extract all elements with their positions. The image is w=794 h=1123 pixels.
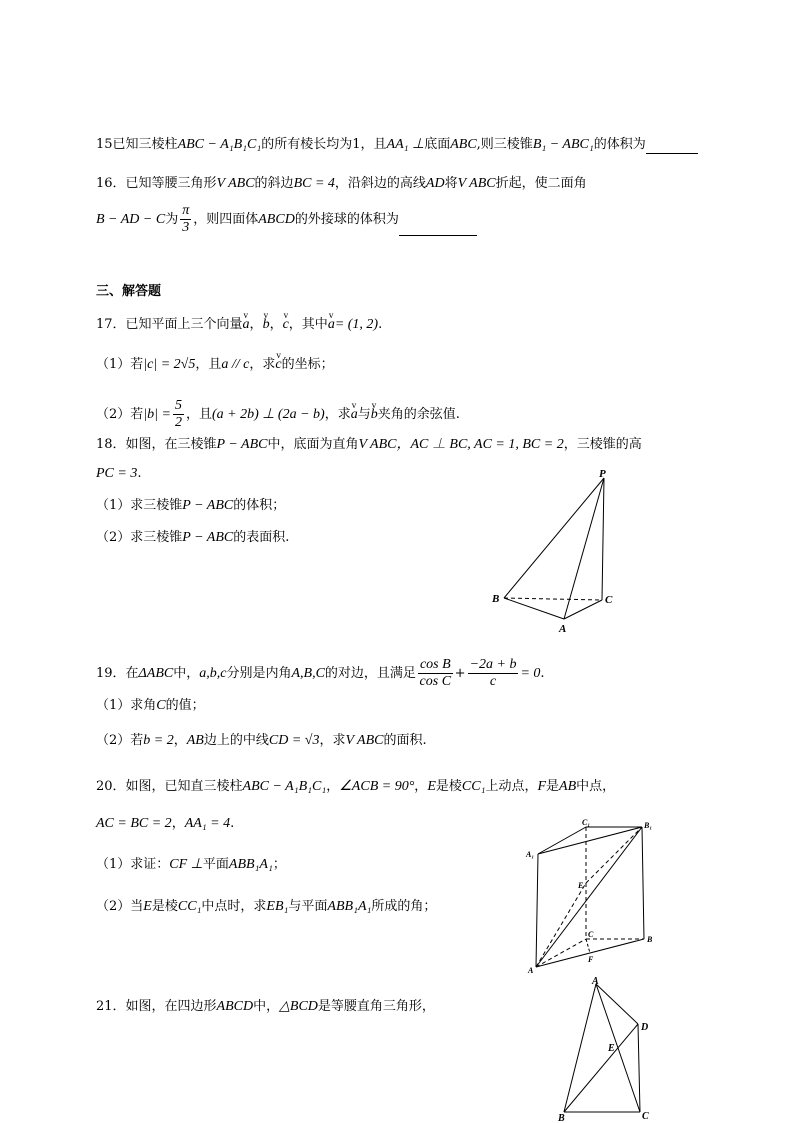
label-a1: A₁ [526,850,535,859]
q15-text: 底面 [424,137,451,152]
q20-text: 上动点， [485,779,538,794]
q17-text: ，且 [195,357,222,372]
q20-math: AA₁ = 4 [184,816,231,831]
edge-ac [564,600,602,619]
label-b: B [558,1113,565,1123]
vector-a: v a [351,406,358,424]
q17-text: ，求 [249,357,276,372]
q20-text: 20．如图，已知直三棱柱 [96,779,243,794]
q21-text: 中， [253,999,280,1014]
q19-part2 [96,732,427,750]
label-p: P [599,468,606,480]
edge-aa1 [536,854,538,967]
q19-math: = 0 [520,666,541,681]
q19-text: ， [173,733,187,748]
label-f: F [588,955,594,964]
q20-text: 是棱 [435,779,462,794]
label-a: A [592,976,599,987]
q17-text: 17．已知平面上三个向量 [96,317,243,332]
q19-math: ΔABC [138,666,174,681]
q15-text: 的所有棱长均为1，且 [261,137,387,152]
q20-math: AB [559,779,577,794]
q16-math: B − AD − C [96,212,166,227]
edge-dc [638,1024,640,1112]
label-b: B [492,593,500,605]
q16-line2 [96,203,477,236]
q17-math: |b| = [143,407,171,422]
q18-math: P − ABC [216,437,268,452]
q15-text: 的体积为 [593,137,646,152]
q20-math: AC = BC = 2 [96,816,172,831]
fraction-denominator: 3 [182,220,190,235]
q18-text: （2）求三棱锥 [96,530,183,545]
q18-text: 的体积； [233,498,286,513]
q18-math: V ABC [358,437,397,452]
q19-line1: 19．在ΔABC中，a,b,c分别是内角A,B,C的对边，且满足 $\frac{\text{cos B}}{\text{cos C}}$ + $\frac{-2a + b}{c}$ = 0. [96,657,545,689]
q15-line [96,135,698,154]
q17-text: ，求 [324,407,351,422]
q15-text: 已知三棱柱 [112,137,178,152]
q20-figure [522,815,662,977]
q18-math: P − ABC [182,530,234,545]
q16-math: BC = 4 [293,176,335,191]
q16-math: AD [425,176,445,191]
q16-text: ，沿斜边的高线 [334,176,426,191]
q17-text: 夹角的余弦值. [377,407,460,422]
q21-text: 是等腰直角三角形， [317,999,435,1014]
q19-text: 的对边，且满足 [324,666,416,681]
q20-math: ABB₁A₁ [327,899,372,914]
q16-line1 [96,175,587,193]
q20-math: ABC − A₁B₁C₁ [242,779,327,794]
q16-text: 为 [165,212,179,227]
q20-text: 是棱 [151,899,178,914]
q21-text: 21．如图，在四边形 [96,999,217,1014]
fraction-denominator: 2 [174,415,182,430]
edge-ac-hidden [536,939,586,967]
q15-text: ,则三棱锥 [476,137,533,152]
q20-math: CF ⊥ [169,857,203,872]
q17-text: ，其中 [288,317,328,332]
q17-text: ，且 [185,407,212,422]
label-a: A [559,623,567,635]
q17-text: 的坐标； [281,357,334,372]
edge-eb1-hidden [586,827,642,883]
q20-math: E [143,899,152,914]
q19-math: CD = √3 [268,733,320,748]
fraction [180,203,191,236]
q18-part2 [96,529,289,547]
edge-a1b1 [538,827,642,854]
q19-text: （1）求角 [96,698,157,713]
q15-math: ABC − A₁B₁C₁ [177,137,262,152]
q19-math: + [454,666,466,681]
label-e: E [608,1043,615,1054]
q16-text: ，则四面体 [193,212,259,227]
q20-text: 所成的角； [371,899,437,914]
q20-part1: （1）求证：CF ⊥平面ABB₁A₁； [96,857,286,872]
edge-pb [504,478,604,598]
q18-math: P − ABC [182,498,234,513]
edge-bb1 [642,827,644,939]
fraction [418,657,453,690]
q19-math: b = 2 [143,733,174,748]
q19-text: 的值； [165,698,205,713]
q20-text: 是 [546,779,560,794]
q18-text: （1）求三棱锥 [96,498,183,513]
q19-math: a,b,c [199,666,227,681]
q20-text: （2）当 [96,899,144,914]
q19-text: 边上的中线 [203,733,269,748]
q19-text: ，求 [319,733,346,748]
q16-math: V ABC [216,176,255,191]
q20-math: E [427,779,436,794]
q17-math: = (1, 2) [334,317,379,332]
q20-line1: 20．如图，已知直三棱柱ABC − A₁B₁C₁，∠ACB = 90°，E是棱CC₁上动点，F是AB中点， [96,779,616,794]
q17-line1: 17．已知平面上三个向量v a，v b，v c，其中v a= (1, 2). [96,316,382,334]
fraction-numerator: cos B [419,657,451,672]
q19-text: （2）若 [96,733,144,748]
q16-math: ABCD [258,212,295,227]
q16-text: 将 [444,176,458,191]
q21-line1 [96,998,435,1016]
q16-text: 折起，使二面角 [495,176,587,191]
q18-text: 的表面积. [233,530,290,545]
q19-math: AB [186,733,204,748]
q17-math: (a + 2b) ⊥ (2a − b) [211,407,325,422]
edge-ad [596,984,638,1024]
q21-math: △BCD [279,999,318,1014]
q17-part1 [96,356,334,374]
q17-text: 与 [357,407,371,422]
answer-blank [399,217,477,236]
label-a: A [528,966,534,975]
q20-math: CC₁ [461,779,486,794]
q16-text: 的斜边 [254,176,294,191]
q17-math: a // c [221,357,250,372]
q16-text: 16．已知等腰三角形 [96,176,217,191]
q20-math: ABB₁A₁ [228,857,273,872]
answer-blank [646,135,698,154]
q15-math: ABC [450,137,477,152]
vector-a: v a [328,316,335,334]
q18-text: 18．如图，在三棱锥 [96,437,217,452]
fraction-numerator: −2a + b [469,657,517,672]
q17-math: |c| = 2√5 [143,357,196,372]
label-c1: C₁ [582,818,591,827]
q18-figure [486,466,626,638]
q19-text: 中， [173,666,200,681]
q21-figure [550,976,660,1123]
q21-math: ABCD [216,999,254,1014]
q16-text: 的外接球的体积为 [294,212,399,227]
q18-math: PC = 3 [96,466,138,481]
q20-math: F [537,779,547,794]
q20-text: 与平面 [288,899,328,914]
edge-pa [564,478,604,619]
q18-part1 [96,497,285,515]
q20-math: EB₁ [266,899,289,914]
q20-text: 中点， [576,779,616,794]
edge-ae-hidden [536,883,586,967]
fraction-numerator: π [182,203,190,218]
q18-text: ，三棱锥的高 [563,437,642,452]
label-c: C [588,930,594,939]
label-b: B [647,935,653,944]
fraction-denominator: c [489,674,497,689]
q16-math: V ABC [457,176,496,191]
vector-c: v c [275,356,281,374]
fraction-numerator: 5 [174,398,182,413]
q19-math: V ABC [345,733,384,748]
q17-text: （2）若 [96,407,144,422]
q20-text: （1）求证： [96,857,170,872]
q20-text: 平面 [202,857,229,872]
q19-part1 [96,697,205,715]
edge-pc [602,478,604,600]
q20-math: CC₁ [177,899,202,914]
fraction [468,657,519,690]
q20-text: 中点时，求 [201,899,267,914]
q17-text: （1）若 [96,357,144,372]
q15-number: 15 [96,137,113,152]
q15-math: AA₁ ⊥ [386,137,425,152]
label-c: C [605,594,613,606]
q19-math: A,B,C [291,666,325,681]
vector-a: v a [243,316,250,334]
q19-text: 的面积. [383,733,427,748]
fraction-denominator: cos C [419,674,452,689]
q20-line2: AC = BC = 2，AA₁ = 4. [96,816,235,831]
label-b1: B₁ [644,821,653,830]
fraction [173,398,184,431]
q18-line2: PC = 3. [96,466,142,481]
q19-text: 分别是内角 [226,666,292,681]
section-heading: 三、解答题 [96,284,162,299]
q17-part2 [96,398,460,431]
q18-text: 中，底面为直角 [267,437,359,452]
q20-text: ， [414,779,428,794]
edge-ab1 [536,827,642,967]
q20-math: ∠ACB = 90° [339,779,415,794]
edge-bc-hidden [504,598,602,600]
vector-b: v b [263,316,270,334]
vector-c: v c [283,316,289,334]
q18-math: ，AC ⊥ BC, AC = 1, BC = 2 [396,437,564,452]
q15-math: B₁ − ABC₁ [532,137,594,152]
q18-line1 [96,436,642,454]
vector-b: v b [371,406,378,424]
edge-cf-hidden [586,939,590,953]
label-d: D [641,1022,649,1033]
q19-math: C [156,698,166,713]
edge-ba [504,598,564,619]
label-c: C [642,1111,649,1122]
q19-text: 19．在 [96,666,139,681]
label-e: E [578,881,584,890]
q20-part2 [96,898,436,916]
edge-a1c1 [538,827,586,854]
